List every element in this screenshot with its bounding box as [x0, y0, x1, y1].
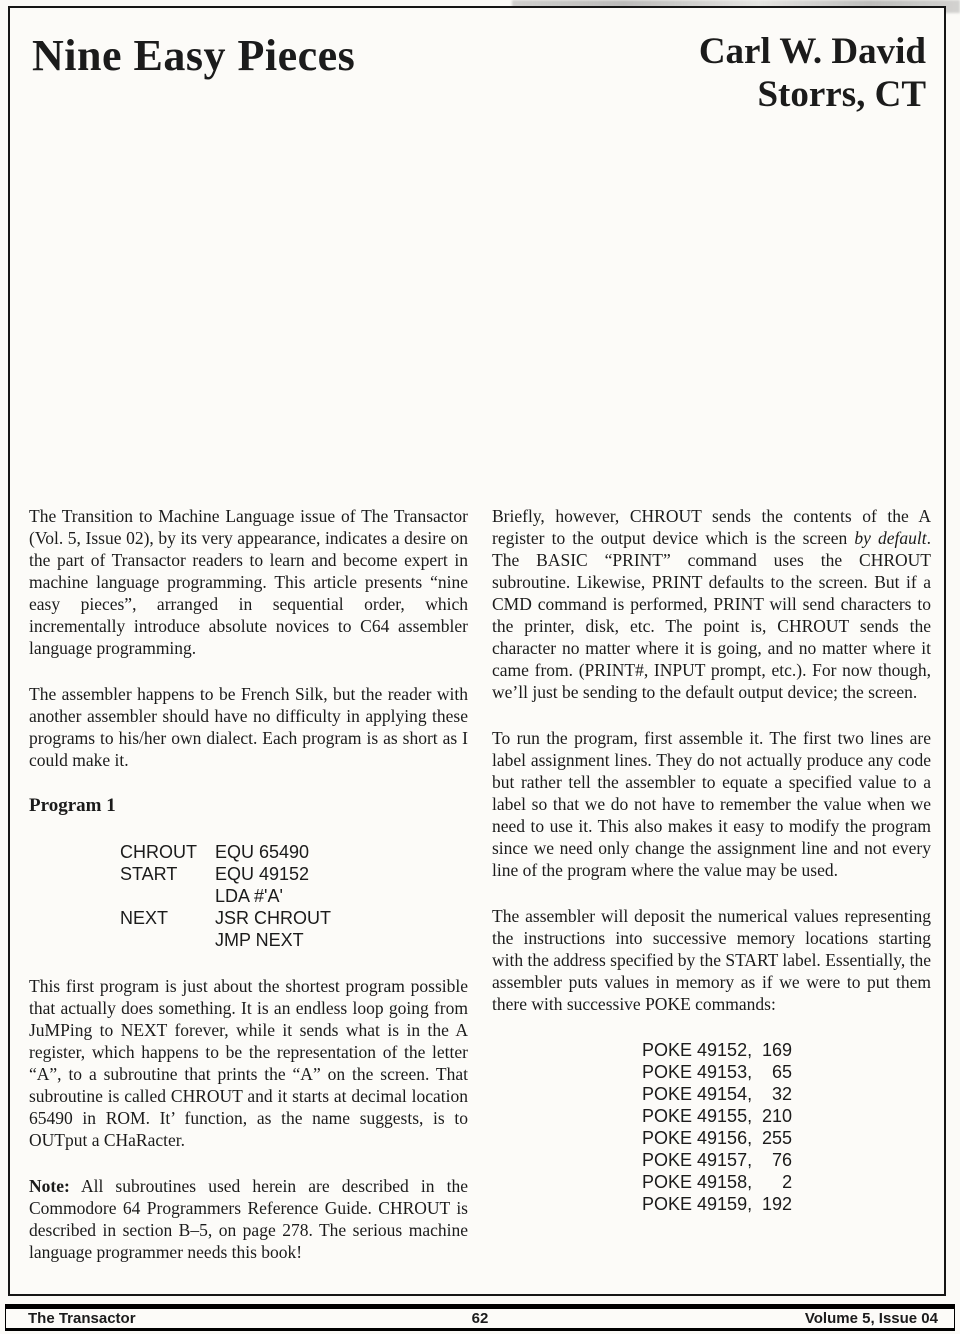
poke-command: POKE 49155, [642, 1106, 753, 1126]
article-page [8, 6, 946, 1296]
code-line [120, 863, 468, 885]
poke-line [642, 1061, 931, 1083]
right-column [492, 505, 931, 1287]
code-line [120, 929, 468, 951]
code-line [120, 907, 468, 929]
paragraph-explanation: This first program is just about the shortest program possible that actually does something. It is an endless loop going from JuMPing to NEXT forever, while it sends what is in the A register, which happens to be the representation of the letter “A”, to a subroutine that prints the “A” on the screen. That subroutine is called CHROUT and it starts at decimal location 65490 in ROM. It’ function, as the name suggests, is to OUTput a CHaRacter. [29, 976, 468, 1150]
poke-line [642, 1193, 931, 1215]
poke-command: POKE 49154, [642, 1084, 753, 1104]
left-column [29, 505, 468, 1287]
poke-command: POKE 49156, [642, 1128, 753, 1148]
poke-value: 65 [772, 1062, 793, 1082]
poke-value: 169 [762, 1040, 793, 1060]
page-number: 62 [471, 1310, 489, 1327]
poke-value: 210 [762, 1106, 793, 1126]
poke-value: 32 [772, 1084, 793, 1104]
poke-value: 192 [762, 1194, 793, 1214]
code-instruction: EQU 49152 [215, 864, 310, 884]
article-body [29, 497, 931, 1287]
code-line [120, 885, 468, 907]
poke-line [642, 1149, 931, 1171]
code-instruction: JMP NEXT [215, 930, 304, 950]
paragraph-intro: The Transition to Machine Language issue of The Transactor (Vol. 5, Issue 02), by its very appearance, indicates a desire on the part of Transactor readers to learn and become expert in machine language programming. This article presents “nine easy pieces”, arranged in sequential order, which incrementally introduce absolute novices to C64 assembler language programming. [29, 506, 468, 658]
author-name: Carl W. David [698, 31, 926, 72]
code-instruction: EQU 65490 [215, 842, 310, 862]
poke-command: POKE 49158, [642, 1172, 753, 1192]
magazine-name: The Transactor [28, 1310, 136, 1327]
article-header [10, 8, 944, 116]
poke-command: POKE 49159, [642, 1194, 753, 1214]
program1-heading: Program 1 [29, 795, 116, 816]
poke-value: 76 [772, 1150, 793, 1170]
code-label: START [120, 864, 178, 884]
code-line [120, 841, 468, 863]
code-instruction: JSR CHROUT [215, 908, 331, 928]
page-footer [5, 1304, 955, 1331]
poke-command: POKE 49152, [642, 1040, 753, 1060]
paragraph-assembler-deposit: The assembler will deposit the numerical values representing the instructions into successive memory locations starting with the address specified by the START label. Essentially, the assembler puts values in memory as if we were to put them there with successive POKE commands: [492, 906, 931, 1014]
paragraph-run-program: To run the program, first assemble it. The first two lines are label assignment lines. They do not actually produce any code but rather tell the assembler to equate a specified value to a label so that we do not have to remember the value when we need to use it. This also makes it easy to modify the program since we need only change the assignment line and not every line of the program where the value may be used. [492, 728, 931, 880]
paragraph-assembler: The assembler happens to be French Silk, but the reader with another assembler should have no difficulty in applying these programs to his/her own dialect. Each program is as short as I could make it. [29, 684, 468, 770]
note-paragraph [29, 1175, 468, 1263]
volume-issue: Volume 5, Issue 04 [804, 1310, 938, 1327]
code-label: NEXT [120, 908, 169, 928]
code-instruction: LDA #'A' [215, 886, 283, 906]
poke-line [642, 1171, 931, 1193]
code-label: CHROUT [120, 842, 197, 862]
poke-line [642, 1039, 931, 1061]
paragraph-chrout [492, 505, 931, 703]
chrout-text-after: . The BASIC “PRINT” command uses the CHROUT subroutine. Likewise, PRINT defaults to the screen. But if a CMD command is performed, PRINT will send characters to the printer, disk, etc. The point is, CHROUT sends the character no matter where it is going, and no matter where it came from. (PRINT#, INPUT prompt, etc.). For now though, we’ll just be sending to the default output device; the screen. [492, 528, 931, 702]
poke-command: POKE 49157, [642, 1150, 753, 1170]
poke-line [642, 1083, 931, 1105]
author-location: Storrs, CT [757, 74, 926, 115]
note-label: Note: [29, 1176, 70, 1196]
poke-listing [642, 1039, 931, 1215]
article-title: Nine Easy Pieces [32, 31, 356, 80]
chrout-text-italic: by default [854, 528, 927, 548]
note-text: All subroutines used herein are described in the Commodore 64 Programmers Reference Guide. CHROUT is described in section B–5, on page 278. The serious machine language programmer needs this book! [29, 1176, 468, 1262]
poke-value: 255 [762, 1128, 793, 1148]
byline [699, 30, 926, 116]
program1-code [120, 841, 468, 951]
poke-line [642, 1105, 931, 1127]
poke-value: 2 [782, 1172, 793, 1192]
poke-line [642, 1127, 931, 1149]
chrout-text-before: Briefly, however, CHROUT sends the contents of the A register to the output device which is the screen [492, 506, 931, 548]
poke-command: POKE 49153, [642, 1062, 753, 1082]
